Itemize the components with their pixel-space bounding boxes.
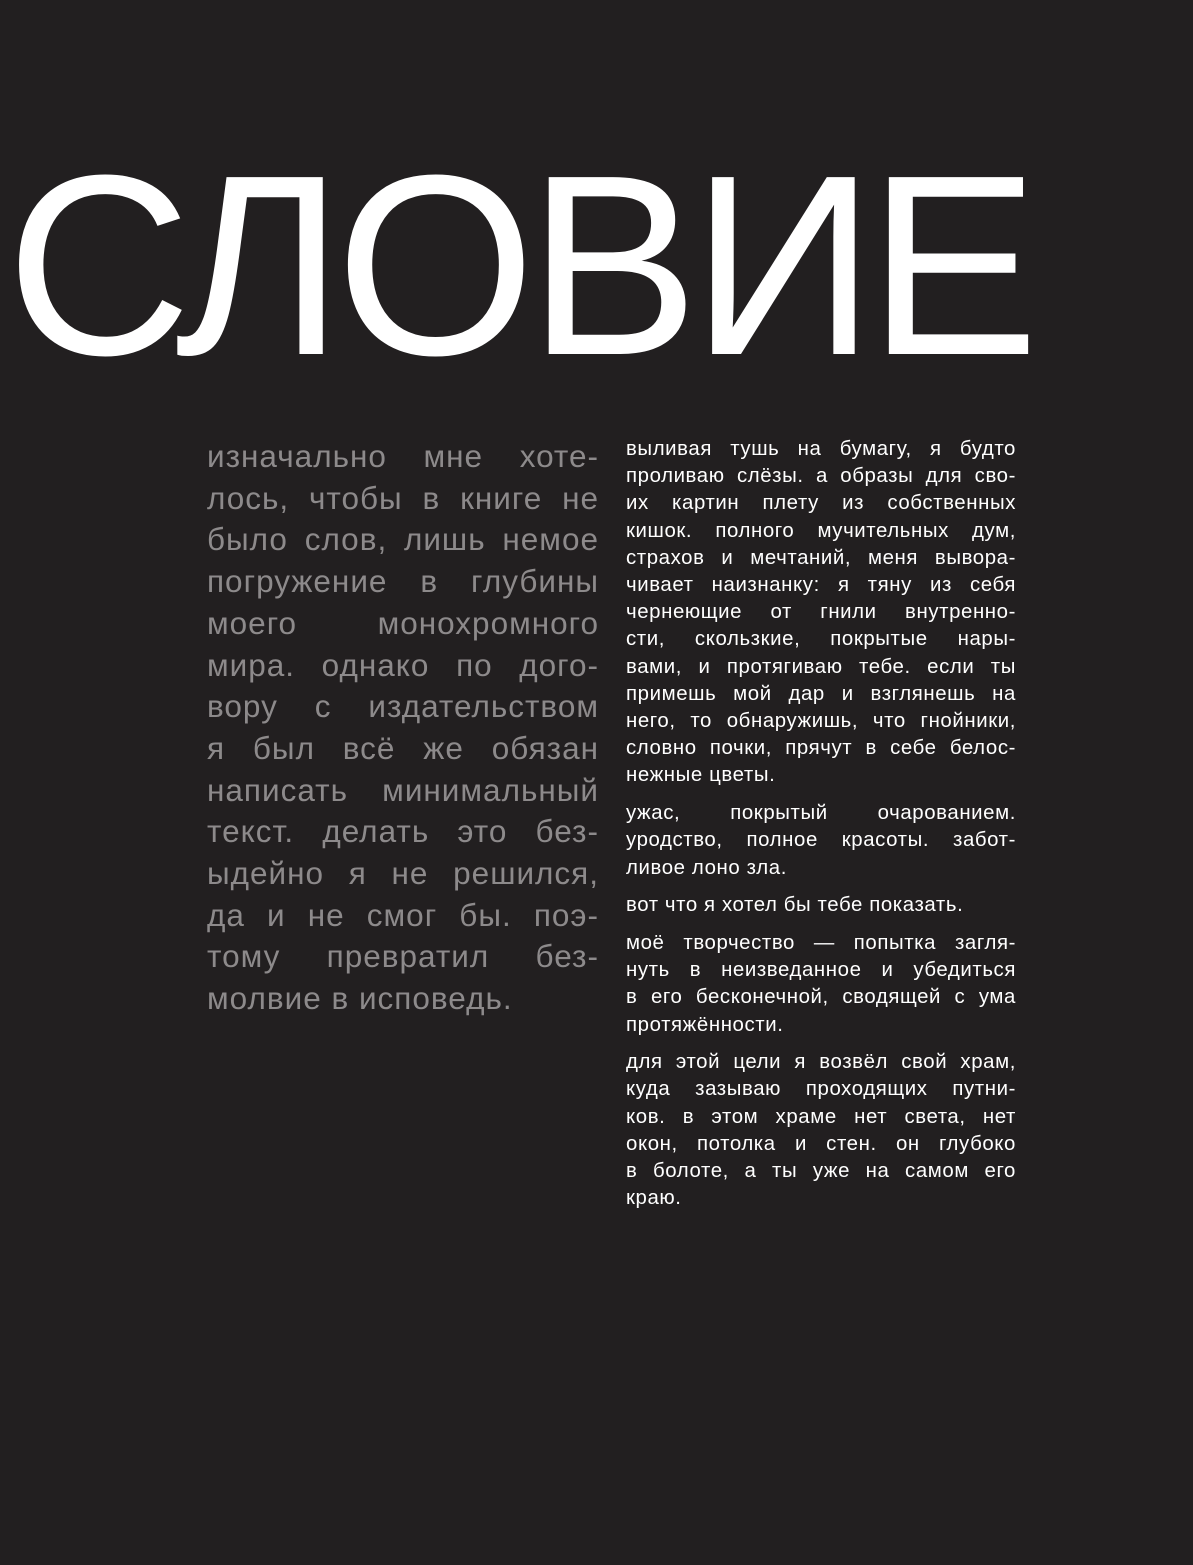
intro-line: написать минимальный: [207, 771, 599, 808]
intro-line: текст. делать это без-: [207, 813, 599, 850]
intro-line: погружение в глубины: [207, 563, 599, 600]
body-line: страхов и мечтаний, меня вывора-: [626, 546, 1016, 569]
body-line: окон, потолка и стен. он глубоко: [626, 1132, 1016, 1155]
body-line: нуть в неизведанное и убедиться: [626, 959, 1016, 982]
body-paragraph-5: [626, 1049, 1016, 1212]
body-line: вот что я хотел бы тебе показать.: [626, 894, 964, 917]
body-line: уродство, полное красоты. забот-: [626, 829, 1016, 852]
body-line: ков. в этом храме нет света, нет: [626, 1105, 1016, 1128]
body-paragraph-3: [626, 892, 1016, 919]
body-line: куда зазываю проходящих путни-: [626, 1078, 1016, 1101]
body-line: чивает наизнанку: я тяну из себя: [626, 574, 1016, 597]
body-line: нежные цветы.: [626, 764, 776, 787]
intro-line: да и не смог бы. поэ-: [207, 896, 599, 933]
intro-line: ыдейно я не решился,: [207, 855, 599, 892]
body-line: их картин плету из собственных: [626, 492, 1016, 515]
body-line: в болоте, а ты уже на самом его: [626, 1160, 1016, 1183]
intro-line: было слов, лишь немое: [207, 521, 599, 558]
intro-line: лось, чтобы в книге не: [207, 479, 599, 516]
intro-line: тому превратил без-: [207, 938, 599, 975]
body-line: ужас, покрытый очарованием.: [626, 802, 1016, 825]
body-line: словно почки, прячут в себе белос-: [626, 737, 1016, 760]
body-paragraph-2: [626, 800, 1016, 882]
intro-line: изначально мне хоте-: [207, 438, 599, 474]
body-line: в его бесконечной, сводящей с ума: [626, 986, 1016, 1009]
body-line: краю.: [626, 1187, 682, 1210]
intro-line: моего монохромного: [207, 604, 599, 641]
body-line: примешь мой дар и взглянешь на: [626, 682, 1016, 705]
body-line: для этой цели я возвёл свой храм,: [626, 1051, 1016, 1074]
intro-line: я был всё же обязан: [207, 729, 599, 766]
intro-line: молвие в исповедь.: [207, 980, 513, 1017]
body-line: выливая тушь на бумагу, я будто: [626, 438, 1016, 460]
intro-line: мира. однако по дого-: [207, 646, 599, 683]
body-line: ливое лоно зла.: [626, 856, 787, 879]
body-line: сти, скользкие, покрытые нары-: [626, 628, 1016, 651]
body-line: протяжённости.: [626, 1013, 784, 1036]
body-line: него, то обнаружишь, что гнойники,: [626, 710, 1016, 733]
page-title: СЛОВИЕ: [6, 122, 1032, 409]
body-line: проливаю слёзы. а образы для сво-: [626, 465, 1016, 488]
body-paragraph-1: [626, 436, 1016, 790]
body-paragraph-4: [626, 930, 1016, 1039]
body-column: [626, 436, 1016, 1223]
intro-line: вору с издательством: [207, 688, 599, 725]
body-line: чернеющие от гнили внутренно-: [626, 601, 1016, 624]
body-line: вами, и протягиваю тебе. если ты: [626, 655, 1016, 678]
body-line: кишок. полного мучительных дум,: [626, 519, 1016, 542]
intro-paragraph: [207, 436, 599, 1020]
body-line: моё творчество — попытка загля-: [626, 931, 1016, 954]
